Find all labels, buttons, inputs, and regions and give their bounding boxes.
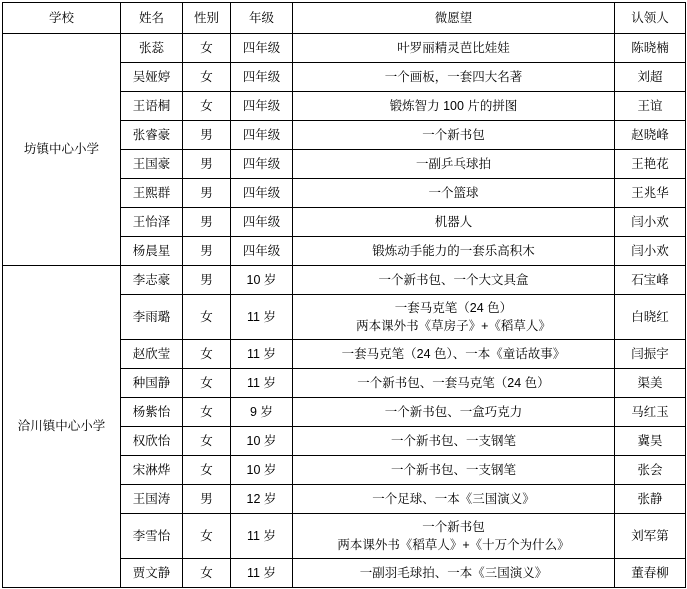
student-name-cell: 种国静 [121, 369, 183, 398]
wish-line: 一个新书包、一套马克笔（24 色） [357, 375, 550, 390]
student-name-cell: 李雨璐 [121, 295, 183, 340]
table-body [3, 34, 686, 588]
wish-line: 一套马克笔（24 色） [394, 300, 513, 315]
donor-cell: 赵晓峰 [615, 121, 686, 150]
wish-line: 两本课外书《草房子》+《稻草人》 [356, 319, 551, 333]
wish-cell [293, 63, 615, 92]
header-gender: 性别 [183, 3, 231, 34]
gender-cell: 女 [183, 340, 231, 369]
donor-cell: 石宝峰 [615, 266, 686, 295]
school-cell: 洽川镇中心小学 [3, 266, 121, 588]
donor-cell: 王谊 [615, 92, 686, 121]
donor-cell: 王兆华 [615, 179, 686, 208]
gender-cell: 女 [183, 514, 231, 559]
student-name-cell: 贾文静 [121, 559, 183, 588]
gender-cell: 男 [183, 150, 231, 179]
grade-cell: 10 岁 [231, 427, 293, 456]
wish-cell [293, 427, 615, 456]
gender-cell: 男 [183, 266, 231, 295]
header-grade: 年级 [231, 3, 293, 34]
wish-line: 一个篮球 [428, 185, 479, 200]
gender-cell: 女 [183, 295, 231, 340]
gender-cell: 女 [183, 34, 231, 63]
wish-line: 两本课外书《稻草人》+《十万个为什么》 [337, 538, 570, 552]
wish-line: 一个新书包、一个大文具盒 [378, 272, 529, 287]
wish-cell [293, 237, 615, 266]
header-name: 姓名 [121, 3, 183, 34]
gender-cell: 男 [183, 179, 231, 208]
donor-cell: 冀昊 [615, 427, 686, 456]
student-name-cell: 王国涛 [121, 485, 183, 514]
grade-cell: 9 岁 [231, 398, 293, 427]
student-name-cell: 李志豪 [121, 266, 183, 295]
wish-line: 一个新书包、一盒巧克力 [384, 404, 523, 419]
wish-cell [293, 340, 615, 369]
grade-cell: 11 岁 [231, 369, 293, 398]
student-name-cell: 权欣怡 [121, 427, 183, 456]
grade-cell: 11 岁 [231, 559, 293, 588]
grade-cell: 11 岁 [231, 340, 293, 369]
wish-cell [293, 559, 615, 588]
table-header [3, 3, 686, 34]
school-cell: 坊镇中心小学 [3, 34, 121, 266]
header-wish: 微愿望 [293, 3, 615, 34]
wish-line: 一个新书包、一支钢笔 [390, 433, 516, 448]
student-name-cell: 王语桐 [121, 92, 183, 121]
donor-cell: 王艳花 [615, 150, 686, 179]
student-name-cell: 宋淋烨 [121, 456, 183, 485]
gender-cell: 女 [183, 456, 231, 485]
student-name-cell: 赵欣莹 [121, 340, 183, 369]
grade-cell: 四年级 [231, 121, 293, 150]
donor-cell: 白晓红 [615, 295, 686, 340]
student-name-cell: 杨紫怡 [121, 398, 183, 427]
wish-cell [293, 295, 615, 340]
donor-cell: 张会 [615, 456, 686, 485]
donor-cell: 陈晓楠 [615, 34, 686, 63]
wish-cell [293, 121, 615, 150]
gender-cell: 男 [183, 237, 231, 266]
gender-cell: 女 [183, 398, 231, 427]
grade-cell: 11 岁 [231, 295, 293, 340]
wish-line: 一个新书包 [422, 519, 485, 534]
wish-cell [293, 456, 615, 485]
student-name-cell: 张蕊 [121, 34, 183, 63]
gender-cell: 女 [183, 92, 231, 121]
student-name-cell: 王国豪 [121, 150, 183, 179]
grade-cell: 四年级 [231, 34, 293, 63]
gender-cell: 男 [183, 121, 231, 150]
student-name-cell: 张睿豪 [121, 121, 183, 150]
donor-cell: 闫振宇 [615, 340, 686, 369]
donor-cell: 马红玉 [615, 398, 686, 427]
wish-cell [293, 398, 615, 427]
gender-cell: 女 [183, 63, 231, 92]
wish-cell [293, 369, 615, 398]
wish-line: 一个画板，一套四大名著 [384, 69, 523, 84]
grade-cell: 11 岁 [231, 514, 293, 559]
wish-line: 锻炼动手能力的一套乐高积木 [372, 243, 535, 258]
table-row [3, 266, 686, 295]
grade-cell: 四年级 [231, 237, 293, 266]
grade-cell: 10 岁 [231, 266, 293, 295]
donor-cell: 刘军第 [615, 514, 686, 559]
donor-cell: 闫小欢 [615, 237, 686, 266]
wish-line: 一个足球、一本《三国演义》 [372, 491, 535, 506]
wish-line: 叶罗丽精灵芭比娃娃 [397, 40, 510, 55]
gender-cell: 男 [183, 485, 231, 514]
student-name-cell: 杨晨星 [121, 237, 183, 266]
table-row [3, 34, 686, 63]
gender-cell: 男 [183, 208, 231, 237]
wish-line: 机器人 [434, 214, 473, 229]
wish-list-table [2, 2, 686, 588]
grade-cell: 四年级 [231, 92, 293, 121]
wish-line: 一个新书包 [422, 127, 485, 142]
student-name-cell: 王怡泽 [121, 208, 183, 237]
donor-cell: 刘超 [615, 63, 686, 92]
wish-cell [293, 150, 615, 179]
header-school: 学校 [3, 3, 121, 34]
gender-cell: 女 [183, 369, 231, 398]
wish-line: 锻炼智力 100 片的拼图 [389, 98, 518, 113]
wish-cell [293, 514, 615, 559]
donor-cell: 董春柳 [615, 559, 686, 588]
donor-cell: 闫小欢 [615, 208, 686, 237]
wish-line: 一副乒乓球拍 [415, 156, 491, 171]
wish-cell [293, 34, 615, 63]
donor-cell: 张静 [615, 485, 686, 514]
gender-cell: 女 [183, 427, 231, 456]
wish-line: 一副羽毛球拍、一本《三国演义》 [359, 565, 548, 580]
grade-cell: 10 岁 [231, 456, 293, 485]
grade-cell: 四年级 [231, 208, 293, 237]
gender-cell: 女 [183, 559, 231, 588]
grade-cell: 四年级 [231, 179, 293, 208]
donor-cell: 渠美 [615, 369, 686, 398]
header-row [3, 3, 686, 34]
student-name-cell: 王熙群 [121, 179, 183, 208]
student-name-cell: 李雪怡 [121, 514, 183, 559]
grade-cell: 四年级 [231, 150, 293, 179]
wish-cell [293, 485, 615, 514]
wish-line: 一个新书包、一支钢笔 [390, 462, 516, 477]
header-donor: 认领人 [615, 3, 686, 34]
student-name-cell: 吴娅婷 [121, 63, 183, 92]
wish-cell [293, 92, 615, 121]
wish-line: 一套马克笔（24 色）、一本《童话故事》 [341, 346, 566, 361]
wish-cell [293, 266, 615, 295]
grade-cell: 12 岁 [231, 485, 293, 514]
wish-cell [293, 179, 615, 208]
wish-cell [293, 208, 615, 237]
grade-cell: 四年级 [231, 63, 293, 92]
